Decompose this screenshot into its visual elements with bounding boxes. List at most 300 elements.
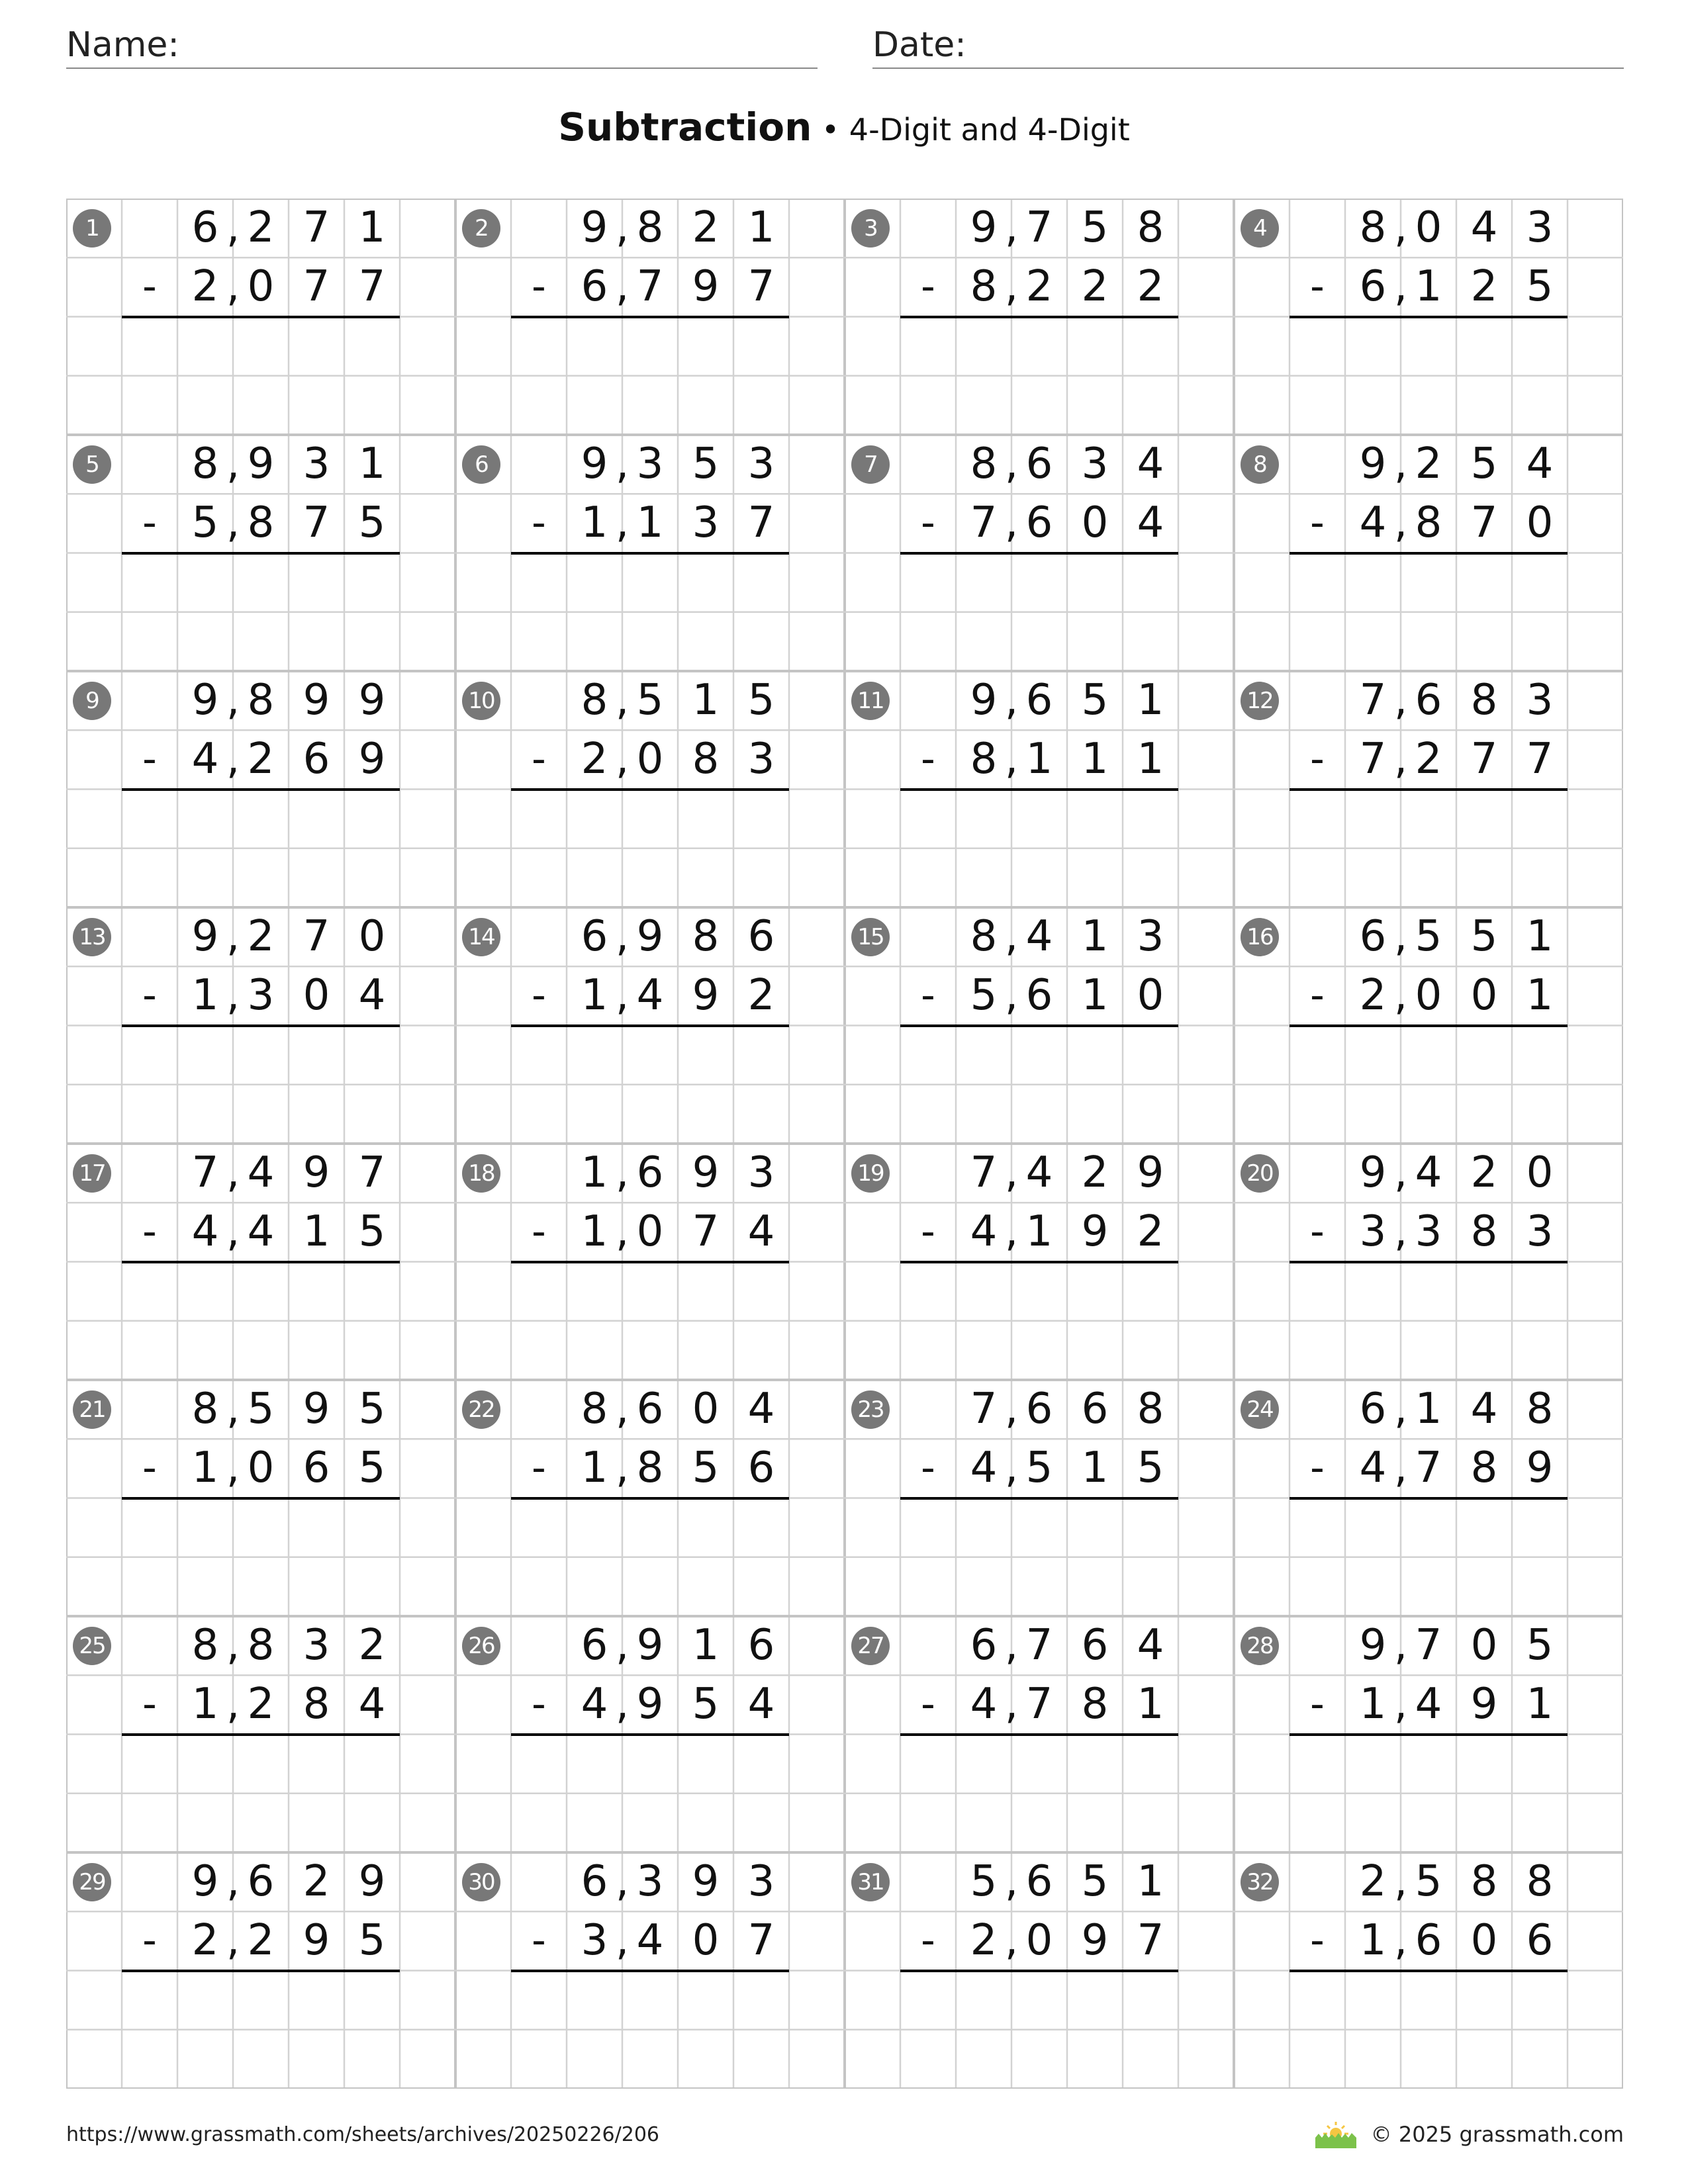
problem-number-badge: 23 [851, 1390, 890, 1429]
worksheet-title [0, 105, 1688, 150]
minus-sign: - [532, 1681, 546, 1728]
subtrahend-digit: 2 [581, 735, 608, 784]
minus-sign: - [1310, 1208, 1325, 1255]
subtrahend-digit: 2 [1137, 1207, 1164, 1257]
minuend-digit: 7 [1415, 1621, 1442, 1670]
name-field[interactable] [66, 25, 818, 69]
problem-number-badge: 14 [462, 918, 500, 956]
footer-brand [1313, 2118, 1624, 2151]
answer-line [900, 788, 1178, 791]
minuend-digit: 1 [692, 676, 720, 725]
problem-9 [66, 671, 455, 907]
minuend-digit: 6 [1359, 912, 1387, 961]
answer-line [900, 1497, 1178, 1500]
thousands-separator: , [615, 498, 630, 548]
minuend-digit: 6 [247, 1857, 275, 1906]
subtrahend-digit: 7 [303, 498, 330, 548]
problem-20 [1234, 1144, 1623, 1380]
thousands-separator: , [1004, 439, 1019, 488]
thousands-separator: , [226, 1916, 240, 1966]
problem-23 [845, 1380, 1234, 1616]
subtrahend-digit: 5 [1025, 1443, 1053, 1493]
subtrahend-digit: 7 [1359, 735, 1387, 784]
thousands-separator: , [1393, 1385, 1408, 1433]
subtrahend-digit: 1 [1415, 262, 1442, 312]
minus-sign: - [921, 500, 935, 547]
minuend-digit: 9 [358, 1857, 386, 1906]
minuend-digit: 2 [1081, 1148, 1109, 1197]
answer-line [1289, 788, 1568, 791]
answer-line [1289, 316, 1568, 318]
subtrahend-digit: 0 [247, 1443, 275, 1493]
thousands-separator: , [226, 1621, 240, 1670]
minuend-digit: 6 [636, 1148, 664, 1197]
thousands-separator: , [1393, 1916, 1408, 1966]
minuend-digit: 3 [747, 1857, 775, 1906]
problem-29 [66, 1852, 455, 2089]
problem-number-badge: 21 [73, 1390, 111, 1429]
minuend-digit: 5 [636, 676, 664, 725]
subtrahend-digit: 3 [1415, 1207, 1442, 1257]
minuend-digit: 5 [1081, 676, 1109, 725]
thousands-separator: , [1004, 1857, 1019, 1906]
minuend-digit: 6 [581, 912, 608, 961]
thousands-separator: , [615, 1443, 630, 1493]
minus-sign: - [1310, 263, 1325, 310]
minus-sign: - [921, 263, 935, 310]
minus-sign: - [532, 500, 546, 547]
minuend-digit: 5 [970, 1857, 998, 1906]
thousands-separator: , [1393, 1148, 1408, 1197]
subtrahend-digit: 1 [1526, 971, 1554, 1021]
minuend-digit: 8 [1137, 1385, 1164, 1433]
minuend-digit: 3 [1081, 439, 1109, 488]
problem-12 [1234, 671, 1623, 907]
subtrahend-digit: 9 [692, 971, 720, 1021]
minuend-digit: 8 [1470, 676, 1498, 725]
subtrahend-digit: 3 [1359, 1207, 1387, 1257]
minus-sign: - [921, 1445, 935, 1492]
minuend-digit: 8 [247, 676, 275, 725]
minuend-digit: 8 [581, 676, 608, 725]
subtrahend-digit: 5 [358, 498, 386, 548]
thousands-separator: , [226, 203, 240, 252]
minuend-digit: 0 [358, 912, 386, 961]
subtrahend-digit: 1 [636, 498, 664, 548]
minus-sign: - [921, 972, 935, 1019]
thousands-separator: , [1004, 1916, 1019, 1966]
answer-line [900, 1733, 1178, 1736]
problem-26 [455, 1616, 845, 1852]
subtrahend-digit: 5 [358, 1916, 386, 1966]
problem-16 [1234, 907, 1623, 1144]
thousands-separator: , [1004, 1385, 1019, 1433]
minuend-digit: 9 [692, 1148, 720, 1197]
answer-line [1289, 1970, 1568, 1972]
problem-number-badge: 28 [1241, 1627, 1279, 1665]
subtrahend-digit: 4 [581, 1680, 608, 1729]
subtrahend-digit: 9 [303, 1916, 330, 1966]
answer-line [511, 1261, 789, 1263]
subtrahend-digit: 5 [358, 1207, 386, 1257]
thousands-separator: , [615, 1385, 630, 1433]
problem-number-badge: 19 [851, 1154, 890, 1193]
thousands-separator: , [1004, 498, 1019, 548]
subtrahend-digit: 1 [303, 1207, 330, 1257]
minuend-digit: 6 [747, 912, 775, 961]
minuend-digit: 9 [970, 203, 998, 252]
thousands-separator: , [615, 1207, 630, 1257]
minuend-digit: 3 [636, 1857, 664, 1906]
subtrahend-digit: 4 [191, 1207, 219, 1257]
thousands-separator: , [615, 912, 630, 961]
subtrahend-digit: 7 [692, 1207, 720, 1257]
minuend-digit: 3 [747, 1148, 775, 1197]
subtrahend-digit: 1 [581, 1443, 608, 1493]
thousands-separator: , [1393, 262, 1408, 312]
minuend-digit: 1 [1415, 1385, 1442, 1433]
subtrahend-digit: 4 [747, 1207, 775, 1257]
subtrahend-digit: 0 [636, 735, 664, 784]
subtrahend-digit: 8 [1081, 1680, 1109, 1729]
problem-number-badge: 27 [851, 1627, 890, 1665]
minuend-digit: 4 [1025, 1148, 1053, 1197]
minuend-digit: 8 [970, 912, 998, 961]
thousands-separator: , [1004, 1207, 1019, 1257]
subtrahend-digit: 1 [1137, 735, 1164, 784]
minuend-digit: 9 [247, 439, 275, 488]
problem-22 [455, 1380, 845, 1616]
minuend-digit: 1 [358, 439, 386, 488]
answer-line [511, 1497, 789, 1500]
subtrahend-digit: 4 [1137, 498, 1164, 548]
minus-sign: - [142, 1681, 157, 1728]
minuend-digit: 6 [1025, 676, 1053, 725]
subtrahend-digit: 0 [303, 971, 330, 1021]
subtrahend-digit: 7 [303, 262, 330, 312]
thousands-separator: , [1393, 912, 1408, 961]
subtrahend-digit: 2 [1025, 262, 1053, 312]
minus-sign: - [921, 736, 935, 783]
answer-line [122, 1024, 400, 1027]
minuend-digit: 8 [1359, 203, 1387, 252]
problem-number-badge: 30 [462, 1863, 500, 1901]
problem-3 [845, 199, 1234, 435]
minuend-digit: 8 [970, 439, 998, 488]
minuend-digit: 6 [1415, 676, 1442, 725]
answer-line [900, 552, 1178, 555]
minuend-digit: 9 [692, 1857, 720, 1906]
thousands-separator: , [1004, 971, 1019, 1021]
problem-number-badge: 25 [73, 1627, 111, 1665]
minuend-digit: 8 [191, 1621, 219, 1670]
thousands-separator: , [226, 735, 240, 784]
problem-number-badge: 11 [851, 682, 890, 720]
minuend-digit: 4 [1137, 439, 1164, 488]
minuend-digit: 3 [1526, 203, 1554, 252]
problem-8 [1234, 435, 1623, 671]
problem-number-badge: 13 [73, 918, 111, 956]
minuend-digit: 0 [1526, 1148, 1554, 1197]
subtrahend-digit: 8 [636, 1443, 664, 1493]
minus-sign: - [142, 263, 157, 310]
subtrahend-digit: 0 [1081, 498, 1109, 548]
subtrahend-digit: 0 [1470, 1916, 1498, 1966]
subtrahend-digit: 0 [1526, 498, 1554, 548]
subtrahend-digit: 1 [1081, 1443, 1109, 1493]
thousands-separator: , [1004, 1680, 1019, 1729]
minuend-digit: 2 [247, 203, 275, 252]
minuend-digit: 5 [247, 1385, 275, 1433]
minus-sign: - [1310, 500, 1325, 547]
minuend-digit: 5 [1470, 439, 1498, 488]
minuend-digit: 3 [303, 1621, 330, 1670]
thousands-separator: , [226, 1680, 240, 1729]
minuend-digit: 8 [191, 439, 219, 488]
thousands-separator: , [1393, 498, 1408, 548]
thousands-separator: , [226, 262, 240, 312]
minus-sign: - [921, 1917, 935, 1964]
minuend-digit: 3 [1137, 912, 1164, 961]
thousands-separator: , [1004, 1148, 1019, 1197]
thousands-separator: , [1393, 1443, 1408, 1493]
subtrahend-digit: 1 [1137, 1680, 1164, 1729]
thousands-separator: , [1004, 262, 1019, 312]
subtrahend-digit: 4 [970, 1207, 998, 1257]
problem-1 [66, 199, 455, 435]
minus-sign: - [1310, 1917, 1325, 1964]
subtrahend-digit: 7 [970, 498, 998, 548]
answer-line [511, 552, 789, 555]
minuend-digit: 7 [970, 1148, 998, 1197]
minus-sign: - [1310, 1681, 1325, 1728]
thousands-separator: , [226, 1385, 240, 1433]
minuend-digit: 4 [1526, 439, 1554, 488]
problem-10 [455, 671, 845, 907]
minus-sign: - [1310, 972, 1325, 1019]
subtrahend-digit: 1 [1025, 735, 1053, 784]
subtrahend-digit: 1 [1526, 1680, 1554, 1729]
subtrahend-digit: 2 [247, 1680, 275, 1729]
subtrahend-digit: 8 [970, 262, 998, 312]
minuend-digit: 9 [303, 1148, 330, 1197]
footer-copyright: © 2025 grassmath.com [1370, 2122, 1624, 2147]
minuend-digit: 1 [692, 1621, 720, 1670]
minuend-digit: 4 [1470, 1385, 1498, 1433]
minuend-digit: 5 [747, 676, 775, 725]
minuend-digit: 7 [191, 1148, 219, 1197]
minus-sign: - [1310, 736, 1325, 783]
subtrahend-digit: 2 [191, 1916, 219, 1966]
minuend-digit: 4 [247, 1148, 275, 1197]
minuend-digit: 0 [1470, 1621, 1498, 1670]
thousands-separator: , [615, 971, 630, 1021]
answer-line [900, 1261, 1178, 1263]
date-field[interactable] [872, 25, 1624, 69]
thousands-separator: , [1004, 735, 1019, 784]
subtrahend-digit: 8 [692, 735, 720, 784]
subtrahend-digit: 1 [191, 1680, 219, 1729]
minus-sign: - [921, 1208, 935, 1255]
minus-sign: - [532, 1208, 546, 1255]
subtrahend-digit: 1 [1081, 971, 1109, 1021]
minuend-digit: 8 [1470, 1857, 1498, 1906]
problem-number-badge: 5 [73, 445, 111, 484]
subtrahend-digit: 7 [747, 262, 775, 312]
answer-line [122, 1261, 400, 1263]
answer-line [1289, 552, 1568, 555]
subtrahend-digit: 9 [1081, 1207, 1109, 1257]
answer-line [1289, 1261, 1568, 1263]
minuend-digit: 8 [1526, 1857, 1554, 1906]
minus-sign: - [142, 500, 157, 547]
answer-line [511, 1970, 789, 1972]
problem-number-badge: 4 [1241, 209, 1279, 248]
problem-24 [1234, 1380, 1623, 1616]
thousands-separator: , [226, 912, 240, 961]
subtrahend-digit: 4 [636, 971, 664, 1021]
thousands-separator: , [226, 971, 240, 1021]
minus-sign: - [532, 1445, 546, 1492]
subtrahend-digit: 8 [970, 735, 998, 784]
subtrahend-digit: 8 [1470, 1207, 1498, 1257]
minuend-digit: 8 [191, 1385, 219, 1433]
problem-31 [845, 1852, 1234, 2089]
subtrahend-digit: 7 [1137, 1916, 1164, 1966]
minuend-digit: 2 [1359, 1857, 1387, 1906]
minuend-digit: 9 [581, 203, 608, 252]
subtrahend-digit: 3 [1526, 1207, 1554, 1257]
thousands-separator: , [1393, 676, 1408, 725]
minuend-digit: 8 [636, 203, 664, 252]
minus-sign: - [142, 1445, 157, 1492]
subtrahend-digit: 3 [747, 735, 775, 784]
minuend-digit: 0 [1415, 203, 1442, 252]
thousands-separator: , [615, 203, 630, 252]
problem-number-badge: 32 [1241, 1863, 1279, 1901]
subtrahend-digit: 1 [581, 498, 608, 548]
answer-line [511, 1024, 789, 1027]
answer-line [122, 316, 400, 318]
minuend-digit: 6 [636, 1385, 664, 1433]
thousands-separator: , [226, 676, 240, 725]
problem-number-badge: 2 [462, 209, 500, 248]
subtrahend-digit: 4 [1415, 1680, 1442, 1729]
subtrahend-digit: 5 [692, 1680, 720, 1729]
subtrahend-digit: 2 [970, 1916, 998, 1966]
problem-18 [455, 1144, 845, 1380]
subtrahend-digit: 2 [1359, 971, 1387, 1021]
thousands-separator: , [1004, 203, 1019, 252]
minuend-digit: 5 [1081, 1857, 1109, 1906]
minus-sign: - [532, 1917, 546, 1964]
thousands-separator: , [1393, 735, 1408, 784]
subtrahend-digit: 4 [1359, 498, 1387, 548]
answer-line [1289, 1024, 1568, 1027]
minuend-digit: 9 [303, 1385, 330, 1433]
problem-25 [66, 1616, 455, 1852]
subtrahend-digit: 4 [970, 1680, 998, 1729]
subtrahend-digit: 5 [692, 1443, 720, 1493]
subtrahend-digit: 9 [1081, 1916, 1109, 1966]
subtrahend-digit: 6 [1025, 498, 1053, 548]
minus-sign: - [921, 1681, 935, 1728]
thousands-separator: , [615, 1148, 630, 1197]
problem-2 [455, 199, 845, 435]
answer-line [1289, 1497, 1568, 1500]
subtrahend-digit: 1 [1081, 735, 1109, 784]
subtrahend-digit: 7 [636, 262, 664, 312]
subtrahend-digit: 4 [358, 1680, 386, 1729]
minuend-digit: 2 [1415, 439, 1442, 488]
subtrahend-digit: 6 [1526, 1916, 1554, 1966]
answer-line [122, 552, 400, 555]
problem-number-badge: 12 [1241, 682, 1279, 720]
minuend-digit: 8 [1526, 1385, 1554, 1433]
subtrahend-digit: 1 [1359, 1916, 1387, 1966]
minuend-digit: 2 [303, 1857, 330, 1906]
subtrahend-digit: 1 [581, 1207, 608, 1257]
answer-line [511, 316, 789, 318]
minuend-digit: 4 [747, 1385, 775, 1433]
thousands-separator: , [1393, 1680, 1408, 1729]
subtrahend-digit: 2 [1415, 735, 1442, 784]
subtrahend-digit: 1 [1025, 1207, 1053, 1257]
minuend-digit: 9 [636, 912, 664, 961]
minuend-digit: 8 [247, 1621, 275, 1670]
subtrahend-digit: 1 [191, 1443, 219, 1493]
subtrahend-digit: 0 [1137, 971, 1164, 1021]
minuend-digit: 6 [191, 203, 219, 252]
minuend-digit: 7 [1359, 676, 1387, 725]
minuend-digit: 9 [636, 1621, 664, 1670]
title-sub: • 4-Digit and 4-Digit [812, 112, 1130, 148]
minuend-digit: 6 [1081, 1385, 1109, 1433]
minuend-digit: 6 [1025, 1385, 1053, 1433]
subtrahend-digit: 6 [1415, 1916, 1442, 1966]
problem-number-badge: 26 [462, 1627, 500, 1665]
subtrahend-digit: 2 [1137, 262, 1164, 312]
minuend-digit: 9 [358, 676, 386, 725]
subtrahend-digit: 7 [358, 262, 386, 312]
minuend-digit: 8 [581, 1385, 608, 1433]
subtrahend-digit: 3 [692, 498, 720, 548]
minuend-digit: 8 [692, 912, 720, 961]
subtrahend-digit: 1 [191, 971, 219, 1021]
minuend-digit: 1 [1137, 676, 1164, 725]
subtrahend-digit: 6 [303, 1443, 330, 1493]
minus-sign: - [532, 972, 546, 1019]
minuend-digit: 5 [1470, 912, 1498, 961]
minuend-digit: 2 [358, 1621, 386, 1670]
minuend-digit: 5 [358, 1385, 386, 1433]
thousands-separator: , [615, 439, 630, 488]
problem-17 [66, 1144, 455, 1380]
thousands-separator: , [1393, 971, 1408, 1021]
subtrahend-digit: 0 [247, 262, 275, 312]
minuend-digit: 3 [1526, 676, 1554, 725]
minuend-digit: 9 [191, 1857, 219, 1906]
problem-number-badge: 20 [1241, 1154, 1279, 1193]
problem-number-badge: 17 [73, 1154, 111, 1193]
minuend-digit: 1 [1526, 912, 1554, 961]
thousands-separator: , [226, 1857, 240, 1906]
subtrahend-digit: 9 [1470, 1680, 1498, 1729]
minuend-digit: 6 [1081, 1621, 1109, 1670]
problem-number-badge: 15 [851, 918, 890, 956]
subtrahend-digit: 8 [303, 1680, 330, 1729]
thousands-separator: , [226, 439, 240, 488]
